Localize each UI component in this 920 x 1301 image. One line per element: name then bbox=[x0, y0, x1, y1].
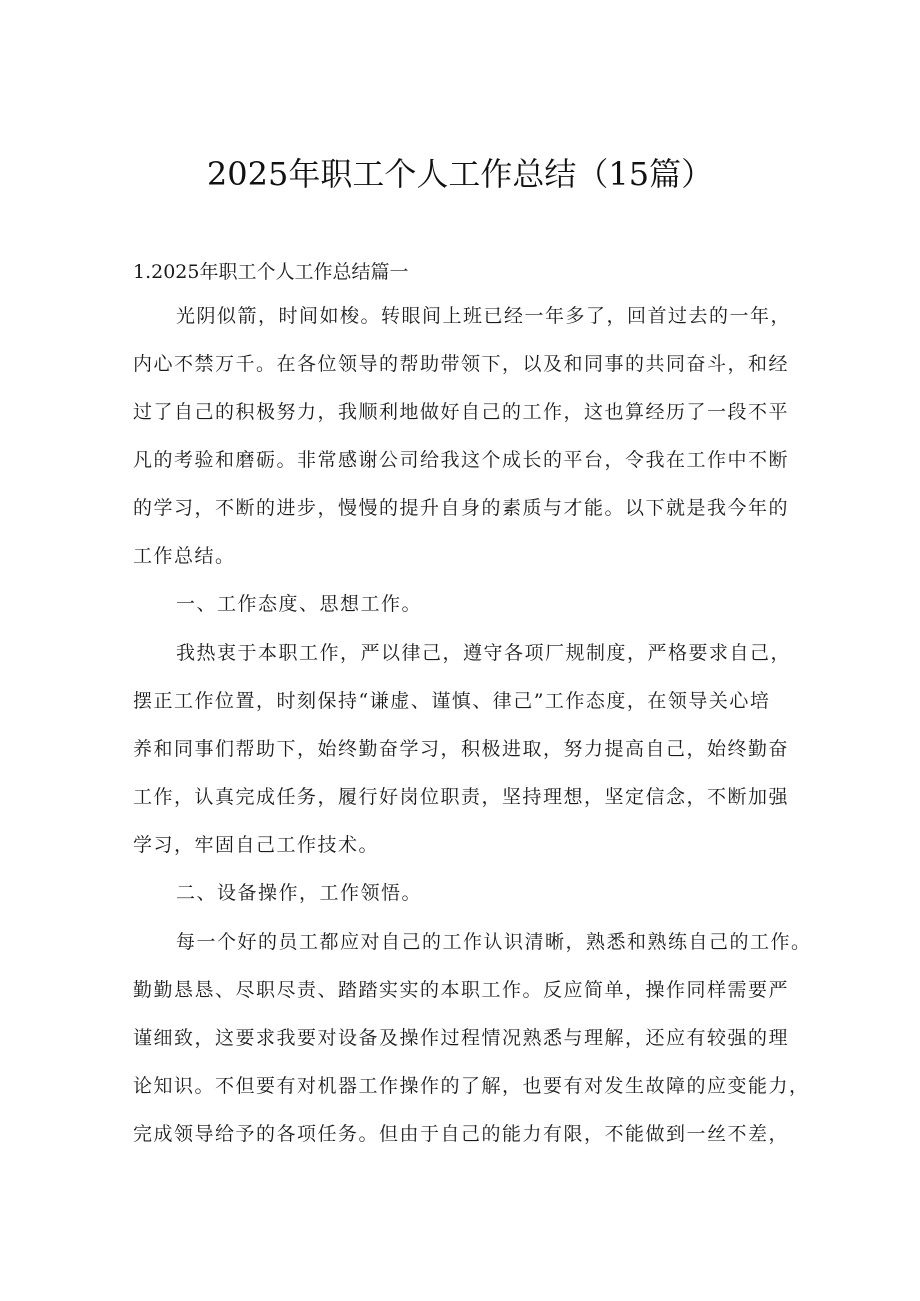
section-heading: 1.2025年职工个人工作总结篇一 bbox=[133, 261, 409, 283]
paragraph-line: 摆正工作位置，时刻保持“谦虚、谨慎、律己”工作态度，在领导关心培 bbox=[133, 690, 771, 712]
paragraph-line: 的学习，不断的进步，慢慢的提升自身的素质与才能。以下就是我今年的 bbox=[133, 497, 790, 519]
paragraph-line: 完成领导给予的各项任务。但由于自己的能力有限，不能做到一丝不差， bbox=[133, 1123, 790, 1145]
paragraph-line: 谨细致，这要求我要对设备及操作过程情况熟悉与理解，还应有较强的理 bbox=[133, 1027, 790, 1049]
paragraph-line: 勤勤恳恳、尽职尽责、踏踏实实的本职工作。反应简单，操作同样需要严 bbox=[133, 979, 790, 1001]
subheading: 一、工作态度、思想工作。 bbox=[176, 593, 423, 615]
paragraph-line: 过了自己的积极努力，我顺利地做好自己的工作，这也算经历了一段不平 bbox=[133, 401, 790, 423]
paragraph-line: 学习，牢固自己工作技术。 bbox=[133, 834, 380, 856]
paragraph-line: 工作，认真完成任务，履行好岗位职责，坚持理想，坚定信念，不断加强 bbox=[133, 786, 790, 808]
document-title: 2025年职工个人工作总结（15篇） bbox=[206, 155, 714, 193]
paragraph-line: 养和同事们帮助下，始终勤奋学习，积极进取，努力提高自己，始终勤奋 bbox=[133, 738, 790, 760]
paragraph-line: 凡的考验和磨砺。非常感谢公司给我这个成长的平台，令我在工作中不断 bbox=[133, 449, 790, 471]
paragraph-line: 工作总结。 bbox=[133, 545, 236, 567]
paragraph-line: 内心不禁万千。在各位领导的帮助带领下，以及和同事的共同奋斗，和经 bbox=[133, 353, 790, 375]
paragraph-line: 我热衷于本职工作，严以律己，遵守各项厂规制度，严格要求自己， bbox=[176, 642, 792, 664]
paragraph-line: 每一个好的员工都应对自己的工作认识清晰，熟悉和熟练自己的工作。 bbox=[176, 931, 812, 953]
subheading: 二、设备操作，工作领悟。 bbox=[176, 882, 423, 904]
paragraph-line: 论知识。不但要有对机器工作操作的了解，也要有对发生故障的应变能力， bbox=[133, 1075, 810, 1097]
paragraph-line: 光阴似箭，时间如梭。转眼间上班已经一年多了，回首过去的一年， bbox=[176, 305, 792, 327]
